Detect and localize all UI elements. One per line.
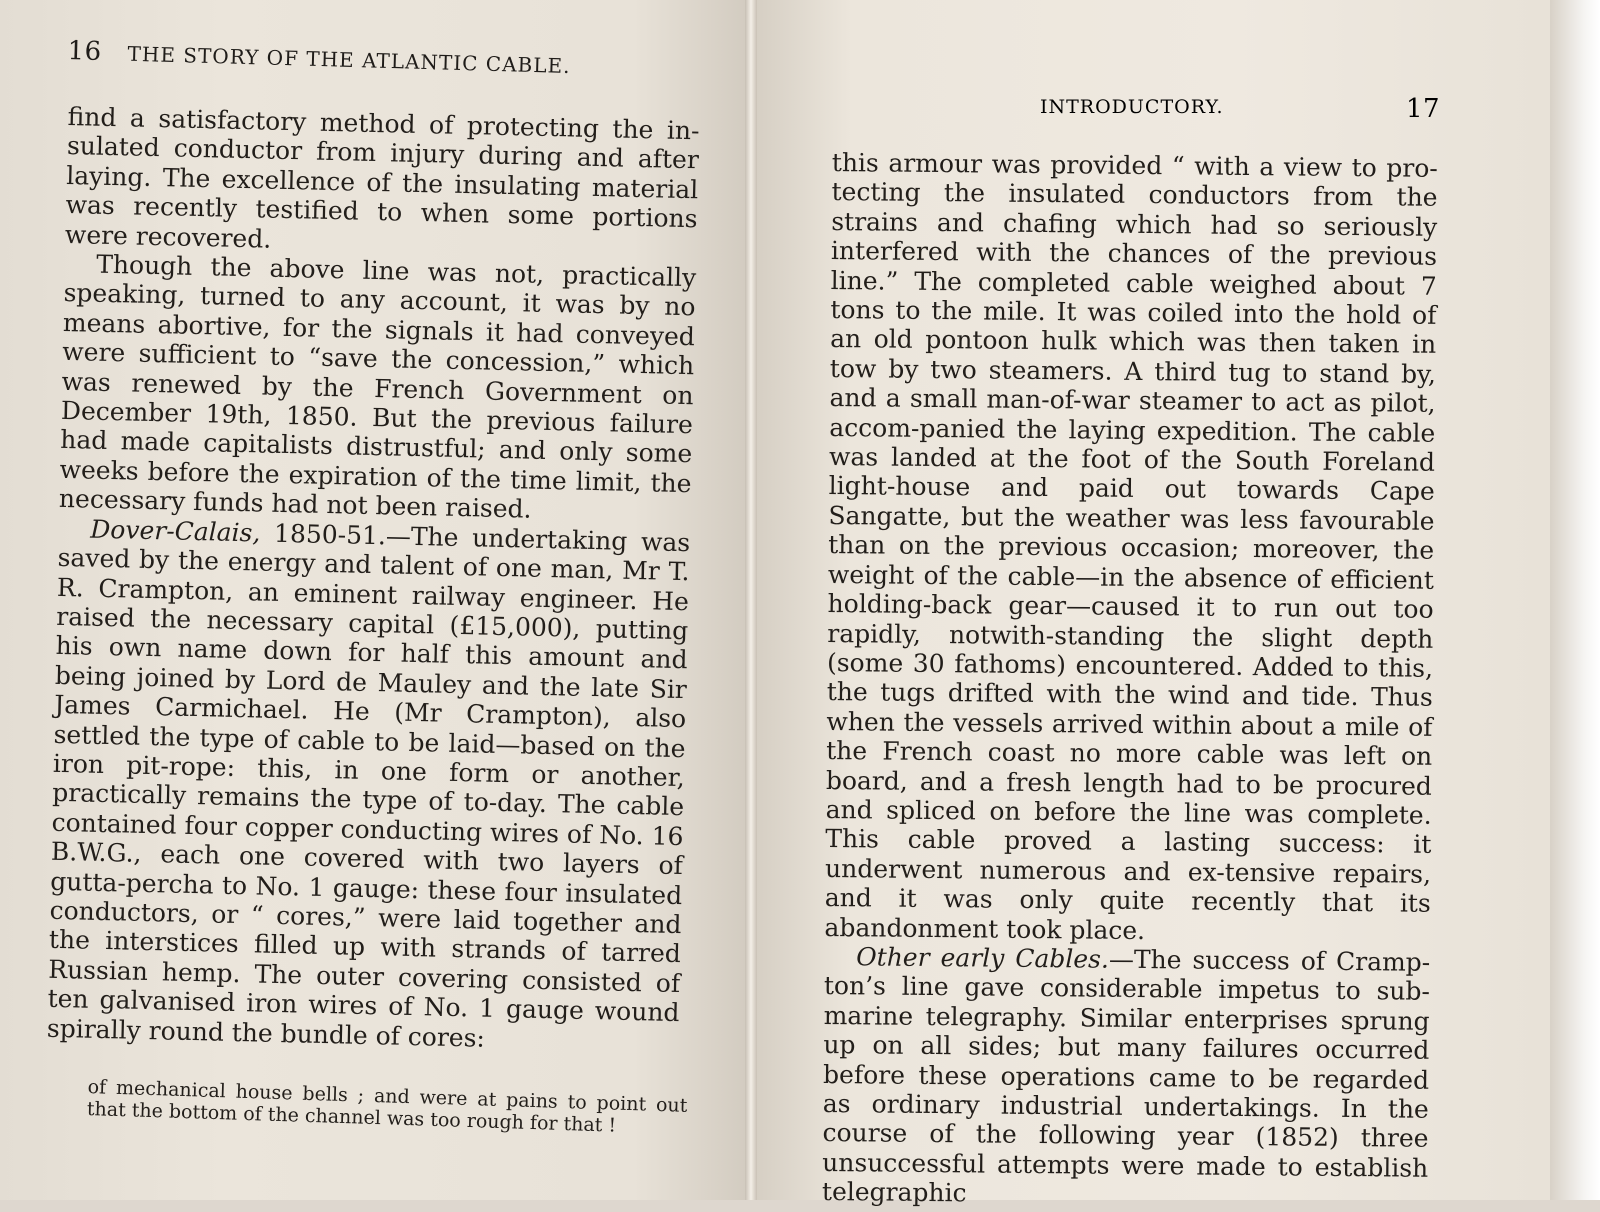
footnote-text: of mechanical house bells ; and were at pains to point out that the bottom of the channel was too rough for that ! — [86, 1076, 688, 1137]
left-section-paragraph — [47, 514, 691, 1058]
book-gutter — [745, 0, 757, 1200]
left-body-text — [47, 102, 700, 1057]
right-section-paragraph — [822, 942, 1431, 1212]
left-page — [0, 0, 745, 1200]
right-section-text: —The success of Cramp-ton’s line gave considerable impetus to sub-marine telegraphy. Similar enterprises sprung up on all sides; but many failures occurred before these operations came to be regarded as ordinary industrial undertakings. In the course of the following year (1852) three unsuccessful attempts were made to establish telegraphic — [821, 944, 1431, 1208]
right-paragraph-1: this armour was provided “ with a view to pro-tecting the insulated conductors from the strains and chafing which had so seriously interfered with the chances of the previous line.” The completed cable weighed about 7 tons to the mile. It was coiled into the hold of an old pontoon hulk which was then taken in tow by two steamers. A third tug to stand by, and a small man-of-war steamer to act as pilot, accom-panied the laying expedition. The cable was landed at the foot of the South Foreland light-house and paid out towards Cape Sangatte, but the weather was less favourable than on the previous occasion; moreover, the weight of the cable—in the absence of efficient holding-back gear—caused it to run out too rapidly, notwith-standing the slight depth (some 30 fathoms) encountered. Added to this, the tugs drifted with the wind and tide. Thus when the vessels arrived within about a mile of the French coast no more cable was left on board, and a fresh length had to be procured and spliced on before the line was complete. This cable proved a lasting success: it underwent numerous and ex-tensive repairs, and it was only quite recently that its abandonment took place. — [824, 148, 1438, 945]
left-section-heading: Dover-Calais, — [89, 514, 261, 548]
left-page-number: 16 — [67, 36, 103, 67]
left-paragraph-1: find a satisfactory method of protecting the in-sulated conductor from injury during and after laying. The excellence of the insulating material was recently testified to when some portions were recovered. — [64, 102, 700, 254]
left-running-title: THE STORY OF THE ATLANTIC CABLE. — [127, 41, 571, 79]
left-footnote — [87, 1076, 688, 1139]
right-body-text — [822, 148, 1438, 1212]
right-running-title: INTRODUCTORY. — [1040, 96, 1224, 118]
left-running-head — [67, 36, 571, 80]
left-section-text: 1850-51.—The undertaking was saved by the energy and talent of one man, Mr T. R. Crampton, an eminent railway engineer. He raised the necessary capital (£15,000), putting his own name down for half this amount and being joined by Lord de Mauley and the late Sir James Carmichael. He (Mr Crampton), also settled the type of cable to be laid—based on the iron pit-rope: this, in one form or another, practically remains the type of to-day. The cable contained four copper conducting wires of No. 16 B.W.G., each one covered with two layers of gutta-percha to No. 1 gauge: these four insulated conductors, or “ cores,” were laid together and the interstices filled up with strands of tarred Russian hemp. The outer covering consisted of ten galvanised iron wires of No. 1 gauge wound spirally round the bundle of cores: — [46, 518, 691, 1053]
right-section-heading: Other early Cables. — [856, 942, 1110, 974]
right-page-number: 17 — [1406, 94, 1441, 124]
page-edge-background — [1550, 0, 1600, 1200]
left-paragraph-2: Though the above line was not, practically speaking, turned to any account, it was by no means abortive, for the signals it had conveyed were sufficient to “save the concession,” which was renewed by the French Government on December 19th, 1850. But the previous failure had made capitalists distrustful; and only some weeks before the expiration of the time limit, the necessary funds had not been raised. — [58, 249, 697, 524]
